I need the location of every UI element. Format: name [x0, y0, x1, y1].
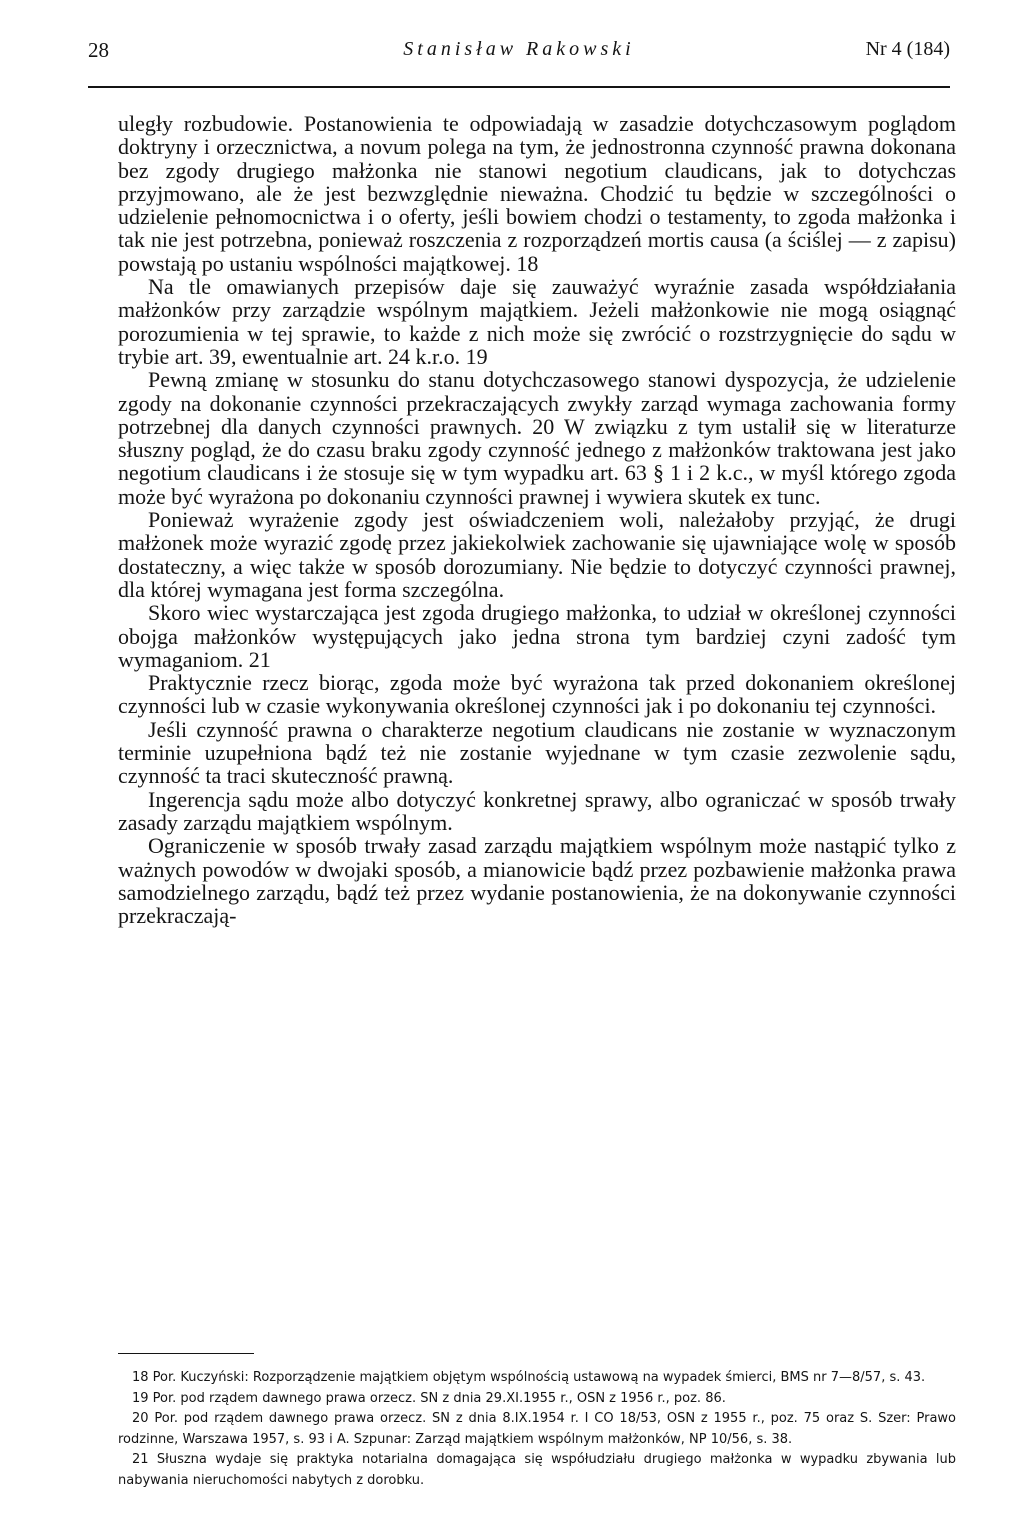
paragraph-4: Ponieważ wyrażenie zgody jest oświadczeniem woli, należałoby przyjąć, że drugi małżonek może wyrazić zgodę przez jakiekolwiek zachowanie się ujawniające wolę w sposób dostateczny, a więc także w sposób dorozumiany. Nie będzie to dotyczyć czynności prawnej, dla której wymagana jest forma szczególna.: [118, 507, 956, 602]
header-rule: [88, 86, 950, 88]
body-text: [118, 112, 956, 927]
paragraph-3: Pewną zmianę w stosunku do stanu dotychczasowego stanowi dyspozycja, że udzielenie zgody na dokonanie czynności przekraczających zwykły zarząd wymaga zachowania formy potrzebnej dla danych czynności prawnych. 20 W związku z tym ustalił się w literaturze słuszny pogląd, że do czasu braku zgody czynność jednego z małżonków traktowana jest jako negotium claudicans i że stosuje się w tym wypadku art. 63 § 1 i 2 k.c., w myśl którego zgoda może być wyrażona po dokonaniu czynności prawnej i wywiera skutek ex tunc.: [118, 367, 956, 509]
footnotes: [118, 1368, 956, 1491]
page-number: 28: [88, 38, 109, 62]
paragraph-1: uległy rozbudowie. Postanowienia te odpowiadają w zasadzie dotychczasowym poglądom doktryny i orzecznictwa, a novum polega na tym, że jednostronna czynność prawna dokonana bez zgody drugiego małżonka nie stanowi negotium claudicans, jak to dotychczas przyjmowano, ale że jest bezwzględnie nieważna. Chodzić tu będzie w szczególności o udzielenie pełnomocnictwa i o oferty, jeśli bowiem chodzi o testamenty, to zgoda małżonka i tak nie jest potrzebna, ponieważ roszczenia z rozporządzeń mortis causa (a ściślej — z zapisu) powstają po ustaniu wspólności majątkowej. 18: [118, 111, 956, 276]
footnote-18: 18 Por. Kuczyński: Rozporządzenie majątkiem objętym wspólnością ustawową na wypadek śmierci, BMS nr 7—8/57, s. 43.: [132, 1370, 926, 1385]
running-header: [88, 38, 950, 68]
paragraph-9: Ograniczenie w sposób trwały zasad zarządu majątkiem wspólnym może nastąpić tylko z ważnych powodów w dwojaki sposób, a mianowicie bądź przez pozbawienie małżonka prawa samodzielnego zarządu, bądź też przez wydanie postanowienia, że na dokonywanie czynności przekraczają-: [118, 833, 956, 929]
footnote-21: 21 Słuszna wydaje się praktyka notarialna domagająca się współudziału drugiego małżonka w wypadku zbywania lub nabywania nieruchomości nabytych z dorobku.: [118, 1452, 956, 1488]
paragraph-7: Jeśli czynność prawna o charakterze negotium claudicans nie zostanie w wyznaczonym terminie uzupełniona bądź też nie zostanie wyjednane w tym czasie zezwolenie sądu, czynność ta traci skuteczność prawną.: [118, 716, 956, 789]
footnote-19: 19 Por. pod rządem dawnego prawa orzecz. SN z dnia 29.XI.1955 r., OSN z 1956 r., poz. 86.: [132, 1390, 726, 1406]
running-head-author: Stanisław Rakowski: [403, 38, 635, 60]
paragraph-2: Na tle omawianych przepisów daje się zauważyć wyraźnie zasada współdziałania małżonków przy zarządzie wspólnym majątkiem. Jeżeli małżonkowie nie mogą osiągnąć porozumienia w tej sprawie, to każde z nich może się zwrócić o rozstrzygnięcie do sądu w trybie art. 39, ewentualnie art. 24 k.r.o. 19: [118, 274, 956, 369]
paragraph-8: Ingerencja sądu może albo dotyczyć konkretnej sprawy, albo ograniczać w sposób trwały zasady zarządu majątkiem wspólnym.: [118, 786, 956, 835]
footnote-20: 20 Por. pod rządem dawnego prawa orzecz. SN z dnia 8.IX.1954 r. I CO 18/53, OSN z 1955 r., poz. 75 oraz S. Szer: Prawo rodzinne, Warszawa 1957, s. 93 i A. Szpunar: Zarząd majątkiem wspólnym małżonków, NP 10/56, s. 38.: [118, 1411, 956, 1447]
paragraph-6: Praktycznie rzecz biorąc, zgoda może być wyrażona tak przed dokonaniem określonej czynności lub w czasie wykonywania określonej czynności jak i po dokonaniu tej czynności.: [118, 670, 956, 719]
paragraph-5: Skoro wiec wystarczająca jest zgoda drugiego małżonka, to udział w określonej czynności obojga małżonków występujących jako jedna strona tym bardziej czyni zadość tym wymaganiom. 21: [118, 600, 956, 672]
footnote-rule: [118, 1353, 254, 1354]
issue-number: Nr 4 (184): [865, 38, 950, 60]
